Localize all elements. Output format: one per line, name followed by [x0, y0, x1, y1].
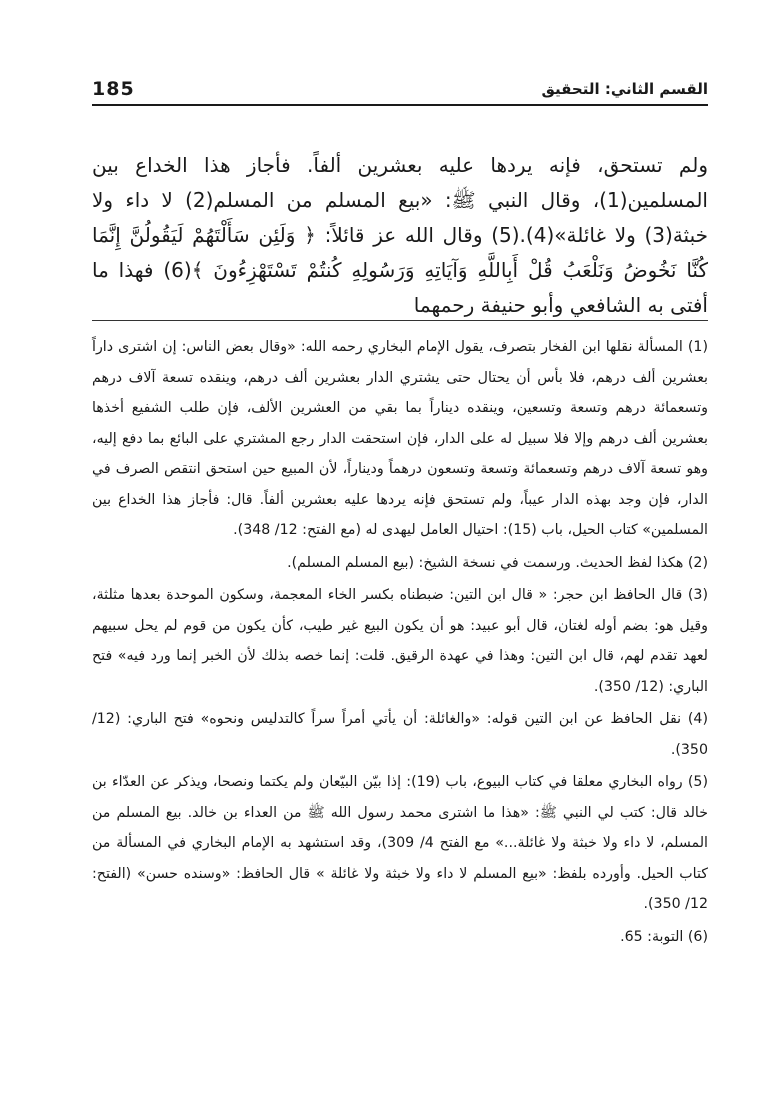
footnote-4: (4) نقل الحافظ عن ابن التين قوله: «والغائلة: أن يأتي أمراً سراً كالتدليس ونحوه» فتح الباري: (12/ 350).	[92, 711, 708, 758]
footnote-5: (5) رواه البخاري معلقا في كتاب البيوع، باب (19): إذا بيّن البيّعان ولم يكتما ونصحا، ويذكر عن العدّاء بن خالد قال: كتب لي النبي ﷺ: «هذا ما اشترى محمد رسول الله ﷺ من العداء بن خالد. بيع المسلم من المسلم، لا داء ولا خبثة ولا غائلة...» مع الفتح 4/ 309)، وقد استشهد به الإمام البخاري في المسألة من كتاب الحيل. وأورده بلفظ: «بيع المسلم لا داء ولا خبثة ولا غائلة » قال الحافظ: «وسنده حسن» (الفتح: 12/ 350).	[92, 774, 708, 912]
footnote-3: (3) قال الحافظ ابن حجر: « قال ابن التين: ضبطناه بكسر الخاء المعجمة، وسكون الموحدة بعدها مثلثة، وقيل هو: بضم أوله لغتان، قال أبو عبيد: هو أن يكون البيع غير طيب، كأن يكون من قوم لم يحل سبيهم لعهد تقدم لهم، قال ابن التين: وهذا في عهدة الرقيق. قلت: إنما خصه بذلك لأن الخبر إنما ورد فيه» فتح الباري: (12/ 350).	[92, 587, 708, 695]
footnote-1: (1) المسألة نقلها ابن الفخار بتصرف، يقول الإمام البخاري رحمه الله: «وقال بعض الناس: إن اشترى داراً بعشرين ألف درهم، فلا بأس أن يحتال حتى يشتري الدار بعشرين ألف درهم، وينقده تسعة آلاف درهم وتسعمائة درهم وتسعة وتسعين، وينقده ديناراً بما بقي من العشرين الألف، فإن طلب الشفيع أخذها بعشرين ألف درهم وإلا فلا سبيل له على الدار، فإن استحقت الدار رجع المشتري على البائع بما دفع إليه، وهو تسعة آلاف درهم وتسعمائة وتسعة وتسعون درهماً وديناراً، لأن المبيع حين استحق انتقص الصرف في الدار، فإن وجد بهذه الدار عيباً، ولم تستحق فإنه يردها عليه بعشرين ألفاً. قال: فأجاز هذا الخداع بين المسلمين» كتاب الحيل، باب (15): احتيال العامل ليهدى له (مع الفتح: 12/ 348).	[92, 339, 708, 538]
footnotes	[92, 332, 708, 954]
running-head: القسم الثاني: التحقيق	[541, 80, 708, 98]
main-text: ولم تستحق، فإنه يردها عليه بعشرين ألفاً. فأجاز هذا الخداع بين المسلمين(1)، وقال النبي ﷺ: «بيع المسلم من المسلم(2) لا داء ولا خبثة(3) ولا غائلة»(4).(5) وقال الله عز قائلاً: ﴿ وَلَئِن سَأَلْتَهُمْ لَيَقُولُنَّ إِنَّمَا كُنَّا نَخُوضُ وَنَلْعَبُ قُلْ أَبِاللَّهِ وَآيَاتِهِ وَرَسُولِهِ كُنتُمْ تَسْتَهْزِءُونَ ﴾(6) فهذا ما أفتى به الشافعي وأبو حنيفة رحمهما	[92, 153, 708, 317]
footnote-6: (6) التوبة: 65.	[620, 928, 708, 945]
footnote-separator	[92, 320, 708, 321]
header-rule	[92, 104, 708, 106]
footnote-2: (2) هكذا لفظ الحديث. ورسمت في نسخة الشيخ: (بيع المسلم المسلم).	[287, 554, 708, 571]
page-number: 185	[92, 78, 135, 100]
